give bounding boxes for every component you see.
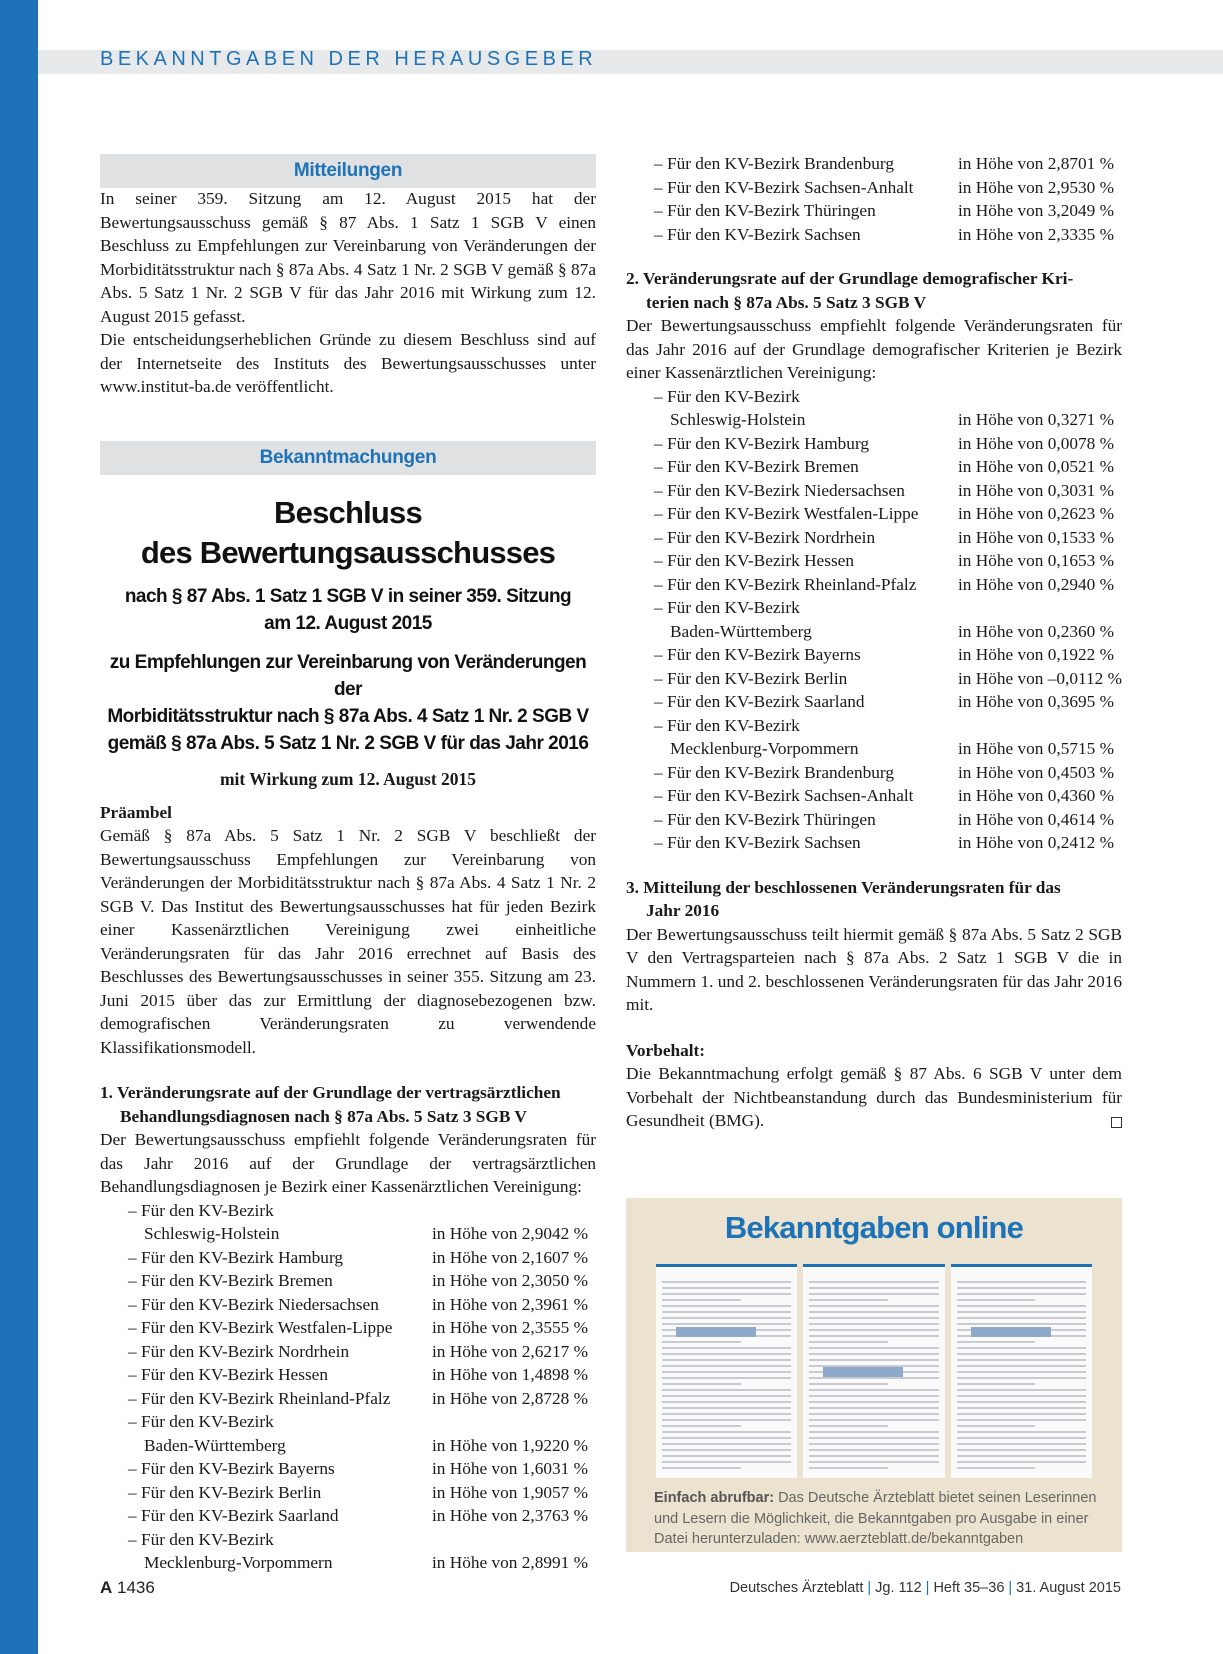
page-number (100, 1578, 155, 1598)
rate-row (626, 526, 1122, 550)
thumbnail-text-line (957, 1395, 1086, 1397)
rate-row-value: in Höhe von 0,1533 % (958, 527, 1114, 547)
thumbnail-text-line (957, 1431, 1086, 1433)
thumbnail-text-line (957, 1455, 1086, 1457)
thumbnail-text-line (662, 1317, 791, 1319)
thumbnail-text-line (809, 1383, 888, 1385)
thumbnail-text-line (809, 1443, 938, 1445)
section-3-heading-line-2: Jahr 2016 (646, 901, 720, 920)
rate-row (100, 1457, 596, 1481)
rate-row (100, 1481, 596, 1505)
footer-journal: Deutsches Ärzteblatt (729, 1580, 864, 1596)
rate-row (100, 1363, 596, 1387)
rate-row-label: – Für den KV-Bezirk Saarland (128, 1506, 339, 1525)
rate-row-label: – Für den KV-Bezirk Westfalen-Lippe (128, 1318, 393, 1337)
rate-row (626, 432, 1122, 456)
section-1-rate-list (100, 1199, 596, 1575)
thumbnail-text-line (662, 1377, 791, 1379)
rate-row-value: in Höhe von 2,9530 % (958, 177, 1114, 197)
rate-row-label: Mecklenburg-Vorpommern (144, 1553, 333, 1572)
thumbnail-text-line (809, 1407, 938, 1409)
thumbnail-heading-block (823, 1367, 903, 1377)
thumbnail-text-line (957, 1401, 1086, 1403)
thumbnail-text-line (662, 1347, 791, 1349)
thumbnail-text-line (662, 1287, 791, 1289)
thumbnail-text-line (957, 1359, 1086, 1361)
thumbnail-text-line (662, 1293, 791, 1295)
page-thumbnail-1 (656, 1264, 797, 1478)
thumbnail-text-line (662, 1425, 741, 1427)
rate-row (100, 1316, 596, 1340)
resolution-subtitle-2 (100, 649, 596, 757)
thumbnail-text-line (957, 1293, 1086, 1295)
rate-row-value (958, 385, 1122, 409)
rate-row (626, 152, 1122, 176)
rate-row (100, 1434, 596, 1458)
rate-row-value: in Höhe von 2,1607 % (432, 1247, 588, 1267)
rate-row-value: in Höhe von 1,9220 % (432, 1435, 588, 1455)
rate-row (626, 667, 1122, 691)
rate-row-value: in Höhe von 2,9042 % (432, 1224, 588, 1243)
thumbnail-text-line (957, 1443, 1086, 1445)
rate-row-value: in Höhe von 1,9057 % (432, 1482, 588, 1502)
left-column (100, 154, 596, 1575)
vorbehalt-heading: Vorbehalt: (626, 1040, 706, 1060)
thumbnail-text-line (809, 1461, 938, 1463)
section-1-heading-line-2: Behandlungsdiagnosen nach § 87a Abs. 5 Satz 3 SGB V (120, 1106, 527, 1126)
resolution-title (100, 493, 596, 573)
rate-row-value: in Höhe von 2,3050 % (432, 1271, 588, 1290)
rate-row-label: – Für den KV-Bezirk Rheinland-Pfalz (128, 1388, 391, 1408)
thumbnail-text-line (662, 1281, 791, 1283)
praeambel-heading: Präambel (100, 802, 172, 822)
section-2-heading (626, 267, 1122, 314)
thumbnail-heading-block (971, 1327, 1051, 1337)
thumbnail-text-line (809, 1437, 938, 1439)
thumbnail-text-line (809, 1413, 938, 1415)
rate-row (626, 408, 1122, 432)
side-accent-bar (0, 0, 38, 1654)
subtitle-2-line-1: zu Empfehlungen zur Vereinbarung von Veränderungen der (109, 651, 587, 700)
rate-row-label: – Für den KV-Bezirk (654, 386, 800, 406)
rate-row (626, 620, 1122, 644)
thumbnail-text-line (957, 1383, 1036, 1385)
thumbnail-heading-block (676, 1327, 756, 1337)
thumbnail-text-line (662, 1401, 791, 1403)
thumbnail-text-line (809, 1431, 938, 1433)
rate-row-label: – Für den KV-Bezirk Brandenburg (654, 154, 894, 173)
thumbnail-text-line (809, 1395, 938, 1397)
page-thumbnails (656, 1264, 1092, 1478)
rate-row-value: in Höhe von 0,1922 % (958, 645, 1114, 664)
thumbnail-text-line (809, 1341, 888, 1343)
rate-row (626, 223, 1122, 247)
effective-date: mit Wirkung zum 12. August 2015 (219, 768, 477, 789)
rate-row (100, 1504, 596, 1528)
thumbnail-text-line (957, 1413, 1086, 1415)
rate-row-value: in Höhe von 0,5715 % (958, 739, 1114, 758)
rate-row-value: in Höhe von 0,0521 % (958, 457, 1114, 476)
rate-row-label: – Für den KV-Bezirk Hamburg (654, 433, 870, 453)
thumbnail-text-line (662, 1371, 791, 1373)
thumbnail-text-line (957, 1311, 1086, 1313)
rate-row-label: – Für den KV-Bezirk Nordrhein (654, 527, 876, 547)
rate-row (626, 714, 1122, 738)
rate-row (100, 1293, 596, 1317)
rate-row (626, 385, 1122, 409)
bekanntmachungen-heading: Bekanntmachungen (100, 441, 596, 475)
rate-row-value: in Höhe von –0,0112 % (958, 668, 1122, 688)
rate-row-label: – Für den KV-Bezirk Berlin (128, 1482, 322, 1502)
rate-row (626, 808, 1122, 832)
rate-row-label: – Für den KV-Bezirk (128, 1412, 274, 1431)
online-promo-text (654, 1488, 1098, 1550)
thumbnail-text-line (957, 1317, 1086, 1319)
section-2-heading-line-2: terien nach § 87a Abs. 5 Satz 3 SGB V (646, 292, 927, 312)
thumbnail-text-line (662, 1419, 791, 1421)
page-thumbnail-3 (951, 1264, 1092, 1478)
thumbnail-text-line (662, 1365, 791, 1367)
footer-issue: Heft 35–36 (933, 1580, 1005, 1596)
thumbnail-text-line (809, 1347, 938, 1349)
rate-row-label: Baden-Württemberg (144, 1435, 286, 1455)
rate-row-label: – Für den KV-Bezirk Berlin (654, 668, 848, 688)
thumbnail-text-line (809, 1281, 938, 1283)
thumbnail-text-line (957, 1407, 1086, 1409)
rate-row-label: – Für den KV-Bezirk Bremen (128, 1271, 333, 1290)
thumbnail-text-line (809, 1419, 938, 1421)
thumbnail-text-line (809, 1389, 938, 1391)
rate-row-value: in Höhe von 0,1653 % (958, 551, 1114, 570)
page-prefix: A (100, 1578, 113, 1597)
thumbnail-text-line (662, 1305, 791, 1307)
subtitle-1-line-2: am 12. August 2015 (264, 612, 432, 634)
thumbnail-text-line (957, 1449, 1086, 1451)
section-2-intro: Der Bewertungsausschuss empfiehlt folgende Veränderungsraten für das Jahr 2016 auf der Grundlage demografischer Kriterien je Bezirk einer Kassenärztlichen Vereinigung: (626, 316, 1122, 382)
thumbnail-text-line (662, 1449, 791, 1451)
section-2-heading-line-1: 2. Veränderungsrate auf der Grundlage demografischer Kri- (626, 269, 1074, 288)
section-3-heading-line-1: 3. Mitteilung der beschlossenen Veränderungsraten für das (626, 877, 1061, 897)
online-promo-box (626, 1198, 1122, 1552)
thumbnail-text-line (957, 1419, 1086, 1421)
thumbnail-text-line (809, 1299, 888, 1301)
rate-row-label: – Für den KV-Bezirk Hessen (654, 551, 854, 570)
rate-row (626, 479, 1122, 503)
rate-row (100, 1199, 596, 1223)
thumbnail-text-line (809, 1311, 938, 1313)
thumbnail-text-line (662, 1311, 791, 1313)
thumbnail-text-line (662, 1467, 741, 1469)
online-promo-body: Das Deutsche Ärzteblatt bietet seinen Leserinnen und Lesern die Möglichkeit, die Bekanntgaben pro Ausgabe in einer Datei herunterzuladen: www.aerzteblatt.de/bekanntgaben (654, 1490, 1097, 1547)
thumbnail-text-line (662, 1323, 791, 1325)
thumbnail-text-line (809, 1305, 938, 1307)
thumbnail-text-line (662, 1461, 791, 1463)
thumbnail-text-line (809, 1425, 888, 1427)
thumbnail-text-line (957, 1347, 1086, 1349)
thumbnail-text-line (809, 1377, 938, 1379)
rate-row-label: – Für den KV-Bezirk (128, 1529, 274, 1549)
rate-row (626, 455, 1122, 479)
thumbnail-text-line (957, 1467, 1036, 1469)
thumbnail-text-line (809, 1287, 938, 1289)
rate-row-value: in Höhe von 2,8701 % (958, 154, 1114, 173)
thumbnail-text-line (957, 1425, 1036, 1427)
rate-row-value: in Höhe von 2,3335 % (958, 224, 1114, 244)
rate-row-value (958, 596, 1122, 620)
thumbnail-text-line (957, 1389, 1086, 1391)
rate-row-label: – Für den KV-Bezirk (654, 715, 800, 735)
section-1-heading (100, 1081, 596, 1128)
thumbnail-text-line (957, 1437, 1086, 1439)
rate-row-value: in Höhe von 2,8991 % (432, 1553, 588, 1572)
rate-row (626, 573, 1122, 597)
thumbnail-text-line (957, 1323, 1086, 1325)
rate-row-label: – Für den KV-Bezirk Thüringen (654, 809, 876, 829)
thumbnail-text-line (809, 1455, 938, 1457)
rate-row (100, 1340, 596, 1364)
thumbnail-text-line (957, 1299, 1036, 1301)
thumbnail-text-line (809, 1323, 938, 1325)
rate-row-label: – Für den KV-Bezirk Hessen (128, 1365, 328, 1384)
vorbehalt-text (626, 1062, 1122, 1133)
mitteilungen-heading: Mitteilungen (100, 154, 596, 188)
rate-row (100, 1269, 596, 1293)
right-column (626, 152, 1122, 1133)
rate-row-value (958, 714, 1122, 738)
rate-row (100, 1387, 596, 1411)
title-line-2: des Bewertungsausschusses (140, 534, 556, 570)
rate-row (626, 549, 1122, 573)
footer-date: 31. August 2015 (1016, 1580, 1121, 1596)
praeambel-text: Gemäß § 87a Abs. 5 Satz 1 Nr. 2 SGB V beschließt der Bewertungsausschuss Empfehlungen zur Vereinbarung von Veränderungen der Morbiditätsstruktur nach § 87a Abs. 4 Satz 1 Nr. 2 SGB V. Das Institut des Bewertungsausschusses hat für jeden Bezirk einer Kassenärztlichen Vereinigung zwei einheitliche Veränderungsraten für das Jahr 2016 errechnet auf Basis des Beschlusses des Bewertungsausschusses in seiner 355. Sitzung am 23. Juni 2015 über das zur Ermittlung der diagnosebezogenen bzw. demografischen Veränderungsraten zu verwendende Klassifikationsmodell. (100, 826, 596, 1057)
thumbnail-text-line (809, 1467, 888, 1469)
rate-row-value: in Höhe von 1,4898 % (432, 1365, 588, 1384)
thumbnail-text-line (809, 1449, 938, 1451)
rate-row-label: – Für den KV-Bezirk Saarland (654, 692, 865, 711)
thumbnail-text-line (662, 1383, 741, 1385)
rate-row-value: in Höhe von 0,4360 % (958, 786, 1114, 805)
rate-row (626, 199, 1122, 223)
thumbnail-text-line (957, 1377, 1086, 1379)
rate-row-value: in Höhe von 0,3695 % (958, 692, 1114, 711)
thumbnail-text-line (809, 1329, 938, 1331)
thumbnail-text-line (957, 1461, 1086, 1463)
thumbnail-text-line (662, 1455, 791, 1457)
rate-row (626, 784, 1122, 808)
rate-row-label: – Für den KV-Bezirk Hamburg (128, 1247, 344, 1267)
thumbnail-text-line (957, 1365, 1086, 1367)
rate-row (100, 1551, 596, 1575)
rate-row-label: – Für den KV-Bezirk Sachsen-Anhalt (654, 177, 914, 197)
rate-row-value (432, 1528, 596, 1552)
thumbnail-text-line (662, 1389, 791, 1391)
section-1-intro: Der Bewertungsausschuss empfiehlt folgende Veränderungsraten für das Jahr 2016 auf der Grundlage der vertragsärztlichen Behandlungsdiagnosen je Bezirk einer Kassenärztlichen Vereinigung: (100, 1130, 596, 1196)
rate-row (626, 596, 1122, 620)
thumbnail-text-line (957, 1287, 1086, 1289)
rate-row (626, 737, 1122, 761)
rate-row-value: in Höhe von 2,3961 % (432, 1294, 588, 1314)
rate-row-label: Mecklenburg-Vorpommern (670, 739, 859, 758)
rate-row (100, 1222, 596, 1246)
vorbehalt-body: Die Bekanntmachung erfolgt gemäß § 87 Abs. 6 SGB V unter dem Vorbehalt der Nichtbeanstandung durch das Bundesministerium für Gesundheit (BMG). (626, 1064, 1122, 1130)
rate-row-value: in Höhe von 3,2049 % (958, 201, 1114, 220)
rate-row-label: – Für den KV-Bezirk Bayerns (128, 1459, 335, 1478)
rate-row (100, 1528, 596, 1552)
rate-row-label: – Für den KV-Bezirk (128, 1200, 274, 1220)
thumbnail-text-line (809, 1335, 938, 1337)
thumbnail-text-line (957, 1341, 1036, 1343)
rate-row-label: – Für den KV-Bezirk Rheinland-Pfalz (654, 574, 917, 594)
rate-row-value: in Höhe von 1,6031 % (432, 1459, 588, 1478)
rate-row-label: Schleswig-Holstein (670, 410, 806, 429)
rate-row-value: in Höhe von 0,2360 % (958, 621, 1114, 641)
thumbnail-text-line (662, 1341, 741, 1343)
rate-row (626, 502, 1122, 526)
rate-row-label: – Für den KV-Bezirk Nordrhein (128, 1341, 350, 1361)
rate-row-value: in Höhe von 0,4503 % (958, 762, 1114, 782)
subtitle-1-line-1: nach § 87 Abs. 1 Satz 1 SGB V in seiner 359. Sitzung (124, 585, 572, 607)
section-1-heading-line-1: 1. Veränderungsrate auf der Grundlage der vertragsärztlichen (100, 1083, 561, 1102)
rate-row (626, 831, 1122, 855)
rate-row-value: in Höhe von 2,6217 % (432, 1341, 588, 1361)
mitteilungen-paragraph-2: Die entscheidungserheblichen Gründe zu diesem Beschluss sind auf der Internetseite des Instituts des Bewertungsausschusses unter www.institut-ba.de veröffentlicht. (100, 330, 596, 396)
rate-row-label: – Für den KV-Bezirk Bremen (654, 457, 859, 476)
rate-row-label: – Für den KV-Bezirk Westfalen-Lippe (654, 504, 919, 523)
rate-row-value: in Höhe von 0,3271 % (958, 410, 1114, 429)
thumbnail-text-line (662, 1443, 791, 1445)
thumbnail-text-line (957, 1305, 1086, 1307)
thumbnail-text-line (662, 1299, 741, 1301)
rate-row-value (432, 1199, 596, 1223)
online-promo-title: Bekanntgaben online (724, 1210, 1024, 1245)
section-1-rate-list-continued (626, 152, 1122, 246)
section-3-heading (626, 876, 1122, 923)
page-number-value: 1436 (117, 1578, 155, 1597)
section-2-rate-list (626, 385, 1122, 855)
thumbnail-text-line (957, 1281, 1086, 1283)
rate-row-value: in Höhe von 2,3555 % (432, 1318, 588, 1337)
rate-row-value: in Höhe von 0,2623 % (958, 504, 1114, 523)
rate-row-label: – Für den KV-Bezirk Niedersachsen (654, 480, 905, 500)
end-of-article-icon (1111, 1117, 1122, 1128)
thumbnail-text-line (957, 1371, 1086, 1373)
rate-row-value: in Höhe von 2,8728 % (432, 1388, 588, 1408)
thumbnail-text-line (662, 1437, 791, 1439)
rate-row-value: in Höhe von 0,3031 % (958, 480, 1114, 500)
rate-row-value (432, 1410, 596, 1434)
rate-row-value: in Höhe von 0,0078 % (958, 433, 1114, 453)
thumbnail-text-line (662, 1353, 791, 1355)
rate-row-value: in Höhe von 0,2412 % (958, 833, 1114, 852)
rate-row-label: – Für den KV-Bezirk Niedersachsen (128, 1294, 379, 1314)
rate-row-value: in Höhe von 2,3763 % (432, 1506, 588, 1525)
online-promo-lead: Einfach abrufbar: (654, 1490, 775, 1506)
rate-row (626, 643, 1122, 667)
rate-row-label: – Für den KV-Bezirk Bayerns (654, 645, 861, 664)
rate-row-label: – Für den KV-Bezirk Sachsen-Anhalt (654, 786, 914, 805)
thumbnail-text-line (809, 1359, 938, 1361)
rate-row (626, 690, 1122, 714)
footer-citation: Deutsches Ärzteblatt | Jg. 112 | Heft 35–36 | 31. August 2015 (729, 1580, 1121, 1596)
thumbnail-text-line (662, 1431, 791, 1433)
thumbnail-text-line (809, 1317, 938, 1319)
section-3-text: Der Bewertungsausschuss teilt hiermit gemäß § 87a Abs. 5 Satz 2 SGB V den Vertragsparteien nach § 87a Abs. 2 Satz 1 SGB V die in Nummern 1. und 2. beschlossenen Veränderungsraten für das Jahr 2016 mit. (626, 924, 1122, 1014)
thumbnail-text-line (662, 1359, 791, 1361)
rate-row (100, 1246, 596, 1270)
rate-row-label: – Für den KV-Bezirk Brandenburg (654, 762, 894, 782)
thumbnail-text-line (662, 1395, 791, 1397)
rate-row-label: – Für den KV-Bezirk Sachsen (654, 224, 861, 244)
footer-volume: Jg. 112 (875, 1580, 922, 1596)
rate-row (100, 1410, 596, 1434)
thumbnail-text-line (662, 1413, 791, 1415)
title-line-1: Beschluss (274, 494, 422, 530)
thumbnail-text-line (957, 1353, 1086, 1355)
rate-row-label: Baden-Württemberg (670, 621, 812, 641)
thumbnail-text-line (662, 1407, 791, 1409)
rate-row-value: in Höhe von 0,4614 % (958, 809, 1114, 829)
resolution-subtitle-1 (100, 583, 596, 637)
rate-row (626, 761, 1122, 785)
rate-row-label: Schleswig-Holstein (144, 1224, 280, 1243)
rate-row-label: – Für den KV-Bezirk (654, 598, 800, 617)
thumbnail-text-line (809, 1293, 938, 1295)
mitteilungen-paragraph-1: In seiner 359. Sitzung am 12. August 2015 hat der Bewertungsausschuss gemäß § 87 Abs. 1 Satz 1 SGB V einen Beschluss zu Empfehlungen zur Vereinbarung von Veränderungen der Morbiditätsstruktur nach § 87a Abs. 4 Satz 1 Nr. 2 SGB V gemäß § 87a Abs. 5 Satz 1 Nr. 2 SGB V für das Jahr 2016 mit Wirkung zum 12. August 2015 gefasst. (100, 189, 596, 326)
thumbnail-text-line (809, 1353, 938, 1355)
thumbnail-text-line (809, 1401, 938, 1403)
page-thumbnail-2 (803, 1264, 944, 1478)
rate-row (626, 176, 1122, 200)
section-header-title: BEKANNTGABEN DER HERAUSGEBER (100, 48, 598, 70)
subtitle-2-line-3: gemäß § 87a Abs. 5 Satz 1 Nr. 2 SGB V für das Jahr 2016 (107, 732, 589, 754)
rate-row-label: – Für den KV-Bezirk Sachsen (654, 833, 861, 852)
rate-row-value: in Höhe von 0,2940 % (958, 574, 1114, 594)
subtitle-2-line-2: Morbiditätsstruktur nach § 87a Abs. 4 Satz 1 Nr. 2 SGB V (107, 705, 589, 727)
rate-row-label: – Für den KV-Bezirk Thüringen (654, 201, 876, 220)
